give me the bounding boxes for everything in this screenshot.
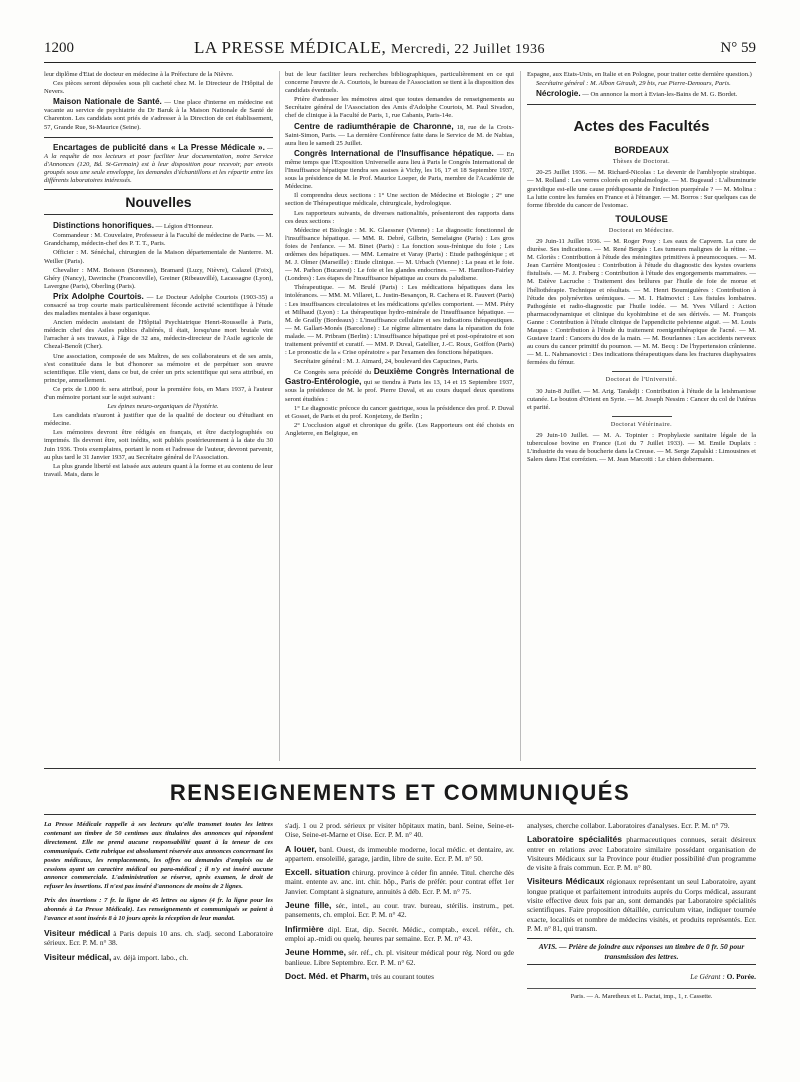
classified-ad: [527, 835, 756, 872]
ad-title: Infirmière: [285, 923, 324, 934]
entry-text: — Une place d'interne en médecine est vacante au service de psychiatrie du Dr Baruk à la Maison Nationale de Santé de Charenton. Les candidats sont priés de s'adresser à la Direction de cet établissement, 57, Grande Rue, St-Maurice (Seine).: [44, 99, 273, 131]
classified-ad: [285, 868, 514, 896]
ad-text: pharmaceutiques connues, serait désireux entrer en relations avec Laboratoire similaire possédant organisation de Visiteurs Médicaux sur la Province pour étudier possibilité d'un programme de visite à frais commun. Ecr. P. M. n° 80.: [527, 835, 756, 873]
classified-ad: [44, 953, 273, 962]
entry-text: — A la requête de nos lecteurs et pour faciliter leur documentation, notre Service d'Annonces (120, Bd. St-Germain) est à leur disposition pour recevoir, par envois groupés sous une seule enveloppe, les demandes d'échantillons et les répartir entre les différents laboratoires intéressés.: [44, 144, 273, 185]
column-divider: [279, 71, 280, 761]
bottom-column-1: [44, 821, 273, 967]
classified-ad: [285, 972, 514, 981]
divider: [612, 371, 672, 372]
section-heading-nouvelles: Nouvelles: [44, 189, 273, 215]
journal-name: LA PRESSE MÉDICALE,: [194, 38, 387, 57]
classified-ad: [527, 877, 756, 933]
necrologie-entry: [527, 89, 756, 99]
paragraph: Prière d'adresser les mémoires ainsi que toutes demandes de renseignements au Secrétaire général de l'Association des Amis d'Adolphe Courtois, M. Paul Sivadon, chef de clinique à la Faculté de Paris, 1, rue Cabanis, Paris-14e.: [285, 96, 514, 120]
ad-title: A louer,: [285, 843, 317, 854]
paragraph: 29 Juin-11 Juillet 1936. — M. Roger Pouy : Les eaux de Capvern. La cure de diurèse. Ses indications. — M. René Bergès : Les tumeurs malignes de la rétine. — M. Gloriès : Contribution à l'étude des méningites primitives à pneumocoques. — M. Jean Carrière Montjosieu : Contribution à l'étude du diagnostic des kystes ovariens fistulisés. — M. J. Fraberg : Contribution à l'étude des engorgements mammaires. — M. Estève Lacruche : Traitement des brûlures par l'huile de foie de morue et l'héliothérapie. Technique et résultats. — M. Henri Boumiguières : Contribution à l'étude des polynévrites urémiques. — M. I. Haïmovici : Les fistules lombaires. Pathogénie et radio-diagnostic par l'huile iodée. — M. Yves Villard : Action pharmacodynamique et clinique du kyohimbine et de ses dérivés. — M. François Ganne : Contribution à l'étude clinique de l'appendicite pelvienne aiguë. — M. Louis Maupas : Contribution à l'étude du traitement roentgenthérapique de l'acné. — M. Gustave Izard : Cancers du dos de la main. — M. Bourlannes : Les accidents nerveux au cours du cancer primitif du poumon. — M. M. Becq : De l'hypertension crânienne. — M. L. Nahmanovici : Des indications thérapeutiques dans les fractures diaphysaires fermées du fémur.: [527, 237, 756, 367]
classified-ad: [44, 929, 273, 948]
ad-title: Jeune Homme,: [285, 947, 346, 958]
ad-continuation: s'adj. 1 ou 2 prod. sérieux pr visiter hôpitaux matin, banl. Seine, Seine-et-Oise, Seine-et-Marne et Oise. Ecr. P. M. n° 40.: [285, 821, 514, 840]
column-2: [285, 71, 514, 439]
paragraph: 29 Juin-10 Juillet. — M. A. Topinier : Prophylaxie sanitaire légale de la tuberculose bovine en France (Loi du 7 Juillet 1933). — M. Emile Duplaix : L'industrie du veau de boucherie dans la Creuse. — M. Serge Zapalski : Limousines et Salers dans l'Est corrézien. — M. Jean Marcotti : Le chien dobermann.: [527, 431, 756, 464]
paragraph: Ancien médecin assistant de l'Hôpital Psychiatrique Henri-Rousselle à Paris, médecin chef des Asiles publics d'aliénés, il était, lorsqu'une mort brutale vint l'arracher à ses travaux, à l'âge de 32 ans, médecin-directeur de l'Asile agricole de Chezal-Benoît (Cher).: [44, 319, 273, 351]
distinctions-entry: [44, 221, 273, 231]
bottom-column-2: [285, 821, 514, 986]
paragraph: Thérapeutique. — M. Brulé (Paris) : Les médications hépatiques dans les intolérances. — MM. M. Villaret, L. Justin-Besançon, R. Cachera et R. Fauvert (Paris) : Les insuffisances circulatoires et les médications qu'elles comportent. — MM. Piéry et Milhaud (Lyon) : La thérapeutique hydro-minérale de l'insuffisance hépatique. — M. de Grailly (Bordeaux) : L'insuffisance cellulaire et ses indications thérapeutiques. — M. Gallart-Monés (Barcelone) : Le régime alimentaire dans la réparation du foie malade. — M. Pribram (Berlin) : L'insuffisance hépatique pré et post-opératoire et son traitement préventif et curatif. — MM. P. Duval, Gatellier, J.-C. Roux, Goiffon (Paris) : Le pronostic de la « Crise opératoire » par l'examen des fonctions hépatiques.: [285, 284, 514, 357]
ad-text: régionaux représentant un seul Laboratoire, ayant longue pratique et parfaitement introduits auprès du Corps médical, assurant visite effective deux fois par an, sont demandés par Laboratoire spécialités scientifiques. Faire proposition détaillée, curriculum vitae, indiquer tournée exacte, localités et nombre de médecins visités, et produits représentés. Ecr. P. M. n° 81, qui transm.: [527, 877, 756, 933]
divider: [44, 814, 756, 815]
paragraph: Secrétaire général : M. J. Aimard, 24, boulevard des Capucines, Paris.: [294, 358, 479, 366]
column-divider: [520, 71, 521, 761]
subheading: Doctorat en Médecine.: [608, 227, 675, 234]
entry-text: — En même temps que l'Exposition Universelle aura lieu à Paris le Congrès International de l'Insuffisance hépatique tiendra ses assises à Vichy, les 16, 17 et 18 Septembre 1937, sous la présidence de M. le Prof. Maurice Loeper, de Paris, membre de l'Académie de Médecine.: [285, 150, 514, 191]
entry-title: Nécrologie.: [536, 89, 581, 99]
ad-title: Visiteur médical: [44, 927, 111, 938]
ad-title: Laboratoire spécialités: [527, 834, 622, 845]
paragraph: Secrétaire général : M. Albon Girault, 29 bis, rue Pierre-Demours, Paris.: [536, 80, 731, 88]
avis-notice: AVIS. — Prière de joindre aux réponses un timbre de 0 fr. 50 pour transmission des lettres.: [527, 938, 756, 965]
paragraph: 30 Juin-8 Juillet. — M. Arig. Tarakdji : Contribution à l'étude de la leishmaniose cutanée. Le bouton d'Orient en Syrie. — M. Joseph Nessim : Cancer du col de l'utérus et parité.: [527, 387, 756, 411]
paragraph: Il comprendra deux sections : 1° Une section de Médecine et Biologie ; 2° une section de Thérapeutique médicale, chirurgicale, hydrologique.: [285, 192, 514, 208]
entry-title: Encartages de publicité dans « La Presse Médicale ».: [53, 142, 265, 152]
classified-ad: [285, 925, 514, 944]
ad-text: très au courant toutes: [370, 971, 434, 981]
entry-title: Maison Nationale de Santé.: [53, 97, 162, 107]
issue-date: Mercredi, 22 Juillet 1936: [391, 42, 546, 57]
paragraph: leur diplôme d'Etat de docteur en médecine à la Préfecture de la Nièvre.: [44, 71, 234, 78]
prize-subject: Les épines neuro-organiques de l'hystérie.: [107, 403, 219, 411]
divider: [44, 768, 756, 769]
paragraph: Les mémoires devront être rédigés en français, et être dactylographiés ou imprimés. Ils devront être, soit inédits, soit publiés postérieurement à la date du 30 Juin 1936. Trois exemplaires, portant le nom et l'adresse de l'auteur, devront parvenir, au plus tard le 31 Janvier 1937, au Secrétaire général de l'Association.: [44, 429, 273, 461]
entry-text: — Le Docteur Adolphe Courtois (1903-35) a consacré sa trop courte mais particulièrement féconde activité scientifique à l'étude des maladies mentales à base organique.: [44, 293, 274, 318]
city-heading: TOULOUSE: [615, 213, 668, 225]
ad-text: dipl. Etat, dip. Secrét. Médic., comptab., excel. référ., ch. emploi ap.-midi ou quelq. heures par semaine. Ecr. P. M. n° 43.: [285, 924, 514, 943]
ad-title: Doct. Méd. et Pharm,: [285, 970, 370, 981]
subheading: Doctorat Vétérinaire.: [610, 421, 673, 428]
gerant-name: O. Porée.: [726, 972, 756, 982]
gastro-entry: [285, 367, 514, 403]
centre-entry: [285, 122, 514, 148]
paragraph: 2° L'occlusion aiguë et chronique du grêle. (Les Rapporteurs ont été choisis en Angleterre, en Belgique, en: [285, 421, 514, 437]
ad-continuation: analyses, cherche collabor. Laboratoires d'analyses. Ecr. P. M. n° 79.: [527, 821, 730, 830]
subheading: Doctorat de l'Université.: [605, 377, 678, 384]
entry-title: Prix Adolphe Courtois.: [53, 291, 144, 301]
entry-title: Congrès International de l'Insuffisance hépatique.: [294, 148, 494, 158]
journal-title: [194, 38, 545, 58]
classified-ad: [285, 901, 514, 920]
paragraph: 1° Le diagnostic précoce du cancer gastrique, sous la présidence des prof. P. Duval et Gosset, de Paris et du prof. Konjetzny, de Berlin ;: [285, 404, 514, 420]
section-heading-facultes: Actes des Facultés: [573, 118, 710, 136]
classified-ad: [285, 948, 514, 967]
gerant-label: Le Gérant :: [690, 972, 725, 982]
paragraph: but de leur faciliter leurs recherches bibliographiques, particulièrement en ce qui concerne l'œuvre de A. Courtois, le bureau de l'Association se tient à la disposition des candidats éventuels.: [285, 71, 514, 95]
bottom-column-3: [527, 821, 756, 1002]
prix-entry: [44, 292, 273, 318]
page-number: 1200: [44, 40, 74, 56]
paragraph: Les candidats n'auront à justifier que de la qualité de docteur ou d'étudiant en médecine.: [44, 412, 273, 428]
maison-entry: [44, 97, 273, 131]
entry-title: Deuxième Congrès International de Gastro-Entérologie,: [285, 367, 514, 387]
ad-text: sér., intel., au cour. trav. bureau, stérilis. instrum., pet. pansements, ch. emploi. Ecr. P. M. n° 42.: [285, 901, 514, 920]
entry-text: — On annonce la mort à Evian-les-Bains de M. G. Bordet.: [582, 91, 738, 99]
paragraph: Une association, composée de ses Maîtres, de ses collaborateurs et de ses amis, s'est constituée dans le but d'honorer sa mémoire et de perpétuer son œuvre scientifique. Elle vient, dans ce but, de créer un prix scientifique qui sera attribué, en principe, annuellement.: [44, 352, 273, 384]
issue-number: N° 59: [720, 40, 756, 56]
ad-text: av. déjà import. labo., ch.: [113, 952, 189, 962]
price-paragraph: Prix des insertions : 7 fr. la ligne de 45 lettres ou signes (4 fr. la ligne pour les abonnés à La Presse Médicale). Les renseignements et communiqués se paient à l'avance et sont insérés 8 à 10 jours après la réception de leur mandat.: [44, 897, 273, 923]
paragraph: Ce prix de 1.000 fr. sera attribué, pour la première fois, en Mars 1937, à l'auteur d'un mémoire portant sur le sujet suivant :: [44, 385, 273, 401]
ad-text: sér. réf., ch. pl. visiteur médical pour rég. Nord ou gde banlieue. Libre Septembre. Ecr. P. M. n° 62.: [285, 948, 514, 967]
divider: [44, 137, 273, 138]
paragraph: Chevalier : MM. Boisson (Suresnes), Bramard (Luzy, Nièvre), Calazel (Foix), Ghéry (Nancy), Davrinche (Franconville), Greiner (Ribeauvillé), Lacassagne (Lyon), Lavergne (Paris), Oberling (Paris).: [44, 266, 273, 290]
entry-text: qui se tiendra à Paris les 13, 14 et 15 Septembre 1937, sous la présidence de M. le prof. Pierre Duval, et au cours duquel deux questions seront étudiées :: [285, 379, 514, 403]
page-header: [44, 36, 756, 63]
paragraph: La plus grande liberté est laissée aux auteurs quant à la forme et au contenu de leur travail. Mais, dans le: [44, 462, 273, 478]
classified-ad: [285, 845, 514, 864]
section-banner: RENSEIGNEMENTS ET COMMUNIQUÉS: [169, 780, 631, 805]
ad-text: chirurg. province à céder fin année. Titul. cherche dès maint. entente av. anc. int. chir. hôp., Paris de préfér. pour contrat effet 1er Janvier. Comptant à signature, annuités à déb. Ecr. P. M. n° 75.: [285, 868, 514, 896]
notice-paragraph: La Presse Médicale rappelle à ses lecteurs qu'elle transmet toutes les lettres contenant un timbre de 50 centimes aux titulaires des annonces qui répondent directement. Elle ne prend aucune responsabilité quant à la teneur de ces communiqués. Cette rubrique est absolument réservée aux annonces concernant les postes médicaux, les remplacements, les offres ou demandes d'emplois ou de cessions ayant un caractère médical ou para-médical ; il n'y est inséré aucune annonce commerciale. L'administration se réserve, après examen, le droit de refuser les insertions. Il n'est pas inséré d'annonces de moins de 2 lignes.: [44, 821, 273, 891]
paragraph: Médecine et Biologie : M. K. Glaessner (Vienne) : Le diagnostic fonctionnel de l'insuffisance hépatique. — MM. R. Debré, Gilbrin, Semelaigne (Paris) : Les gros foies de l'enfance. — M. Binet (Paris) : La fonction sous-frénique du foie ; Les œdèmes des hépatiques. — MM. Lemaire et Varay (Paris) : Etude pathogénique ; et M. J. Olmer (Marseille) : Etude clinique. — M. Urbach (Vienne) : La peau et le foie. — M. Parhon (Bucarest) : Le foie et les glandes endocrines. — M. Hamilton-Fairley (Londres) : Les étapes de l'insuffisance hépatique au cours du paludisme.: [285, 226, 514, 283]
entry-intro: Ce Congrès sera précédé du: [294, 369, 372, 377]
ad-title: Visiteur médical,: [44, 951, 112, 962]
divider: [612, 416, 672, 417]
congres-entry: [285, 149, 514, 191]
divider: [527, 104, 756, 105]
column-1: [44, 71, 273, 480]
entry-text: 18, rue de la Croix-Saint-Simon, Paris. — La dernière Conférence faite dans le Service de M. de Nabias, aura lieu le samedi 25 Juillet.: [285, 123, 514, 147]
ad-title: Jeune fille,: [285, 900, 332, 911]
paragraph: Commandeur : M. Couvelaire, Professeur à la Faculté de médecine de Paris. — M. Grandchamp, médecin-chef des P. T. T., Paris.: [44, 232, 273, 248]
column-3: [527, 71, 756, 465]
gerant-line: [527, 973, 756, 982]
city-heading: BORDEAUX: [614, 145, 669, 157]
ad-title: Visiteurs Médicaux: [527, 876, 605, 887]
ad-title: Excell. situation: [285, 867, 351, 878]
printer-line: Paris. — A. Maretheux et L. Pactat, imp., 1, r. Cassette.: [527, 988, 756, 1002]
paragraph: Ces pièces seront déposées sous pli cacheté chez M. le Directeur de l'Hôpital de Nevers.: [44, 80, 273, 96]
paragraph: Espagne, aux Etats-Unis, en Italie et en Pologne, pour traiter cette dernière question.): [527, 71, 752, 78]
entry-subtitle: — Légion d'Honneur.: [155, 223, 214, 231]
subheading: Thèses de Doctorat.: [612, 159, 671, 166]
ad-text: banl. Ouest, ds immeuble moderne, local médic. et dentaire, av. appartem. ensoleillé, garage, jardin, libre de suite. Ecr. P. M. n° 50.: [285, 844, 515, 863]
encartages-entry: [44, 143, 273, 185]
paragraph: 20-25 Juillet 1936. — M. Richard-Nicolas : Le devenir de l'amblyopie strabique. — M. Rolland : Les verres colorés en ophtalmologie. — M. Bugeaud : L'albuminurie gravidique est-elle une cause prédisposante de l'infection puerpérale ? — M. Molina : La lutte contre les fumées en France et à l'étranger. — M. Borros : Sur quelques cas de forme fibroïde du cancer de l'estomac.: [527, 169, 756, 209]
paragraph: Officier : M. Sénéchal, chirurgien de la Maison départementale de Nanterre. M. Weiller (Paris).: [44, 249, 273, 265]
entry-title: Centre de radiumthérapie de Charonne,: [294, 121, 454, 131]
paragraph: Les rapporteurs suivants, de diverses nationalités, présenteront des rapports dans ces deux sections :: [285, 209, 514, 225]
entry-title: Distinctions honorifiques.: [53, 221, 154, 231]
ad-text: à Paris depuis 10 ans. ch. s'adj. second Laboratoire sérieux. Ecr. P. M. n° 38.: [44, 928, 273, 948]
